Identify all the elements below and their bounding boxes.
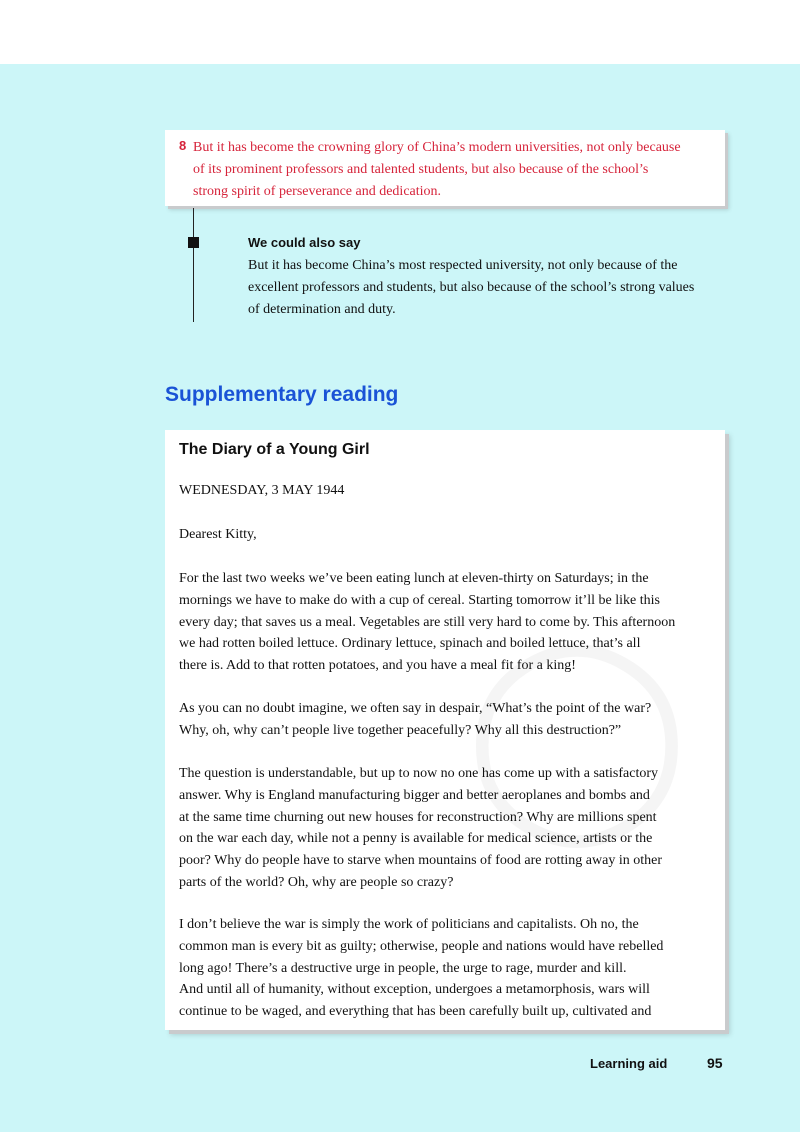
text-line: As you can no doubt imagine, we often say in despair, “What’s the point of the war? — [179, 701, 652, 716]
text-line: And until all of humanity, without exception, undergoes a metamorphosis, wars will — [179, 982, 650, 998]
also-say-heading: We could also say — [248, 235, 361, 250]
text-line: mornings we have to make do with a cup of cereal. Starting tomorrow it’ll be like this — [179, 592, 660, 608]
footer-label: Learning aid — [590, 1056, 668, 1071]
also-say-line: of determination and duty. — [248, 302, 396, 317]
reading-title: The Diary of a Young Girl — [179, 441, 370, 458]
diary-paragraph — [179, 698, 713, 742]
diary-date: WEDNESDAY, 3 MAY 1944 — [179, 483, 345, 498]
reading-box — [165, 430, 725, 1030]
text-line: poor? Why do people have to starve when mountains of food are rotting away in other — [179, 853, 662, 869]
bullet-square-icon — [188, 237, 199, 248]
text-line: long ago! There’s a destructive urge in people, the urge to rage, murder and kill. — [179, 960, 627, 976]
section-heading: Supplementary reading — [165, 383, 399, 406]
text-line: For the last two weeks we’ve been eating lunch at eleven-thirty on Saturdays; in the — [179, 571, 649, 586]
page-number: 95 — [707, 1055, 723, 1071]
note-line: strong spirit of perseverance and dedication. — [193, 184, 442, 199]
diary-paragraph — [179, 914, 713, 1023]
text-line: at the same time churning out new houses for reconstruction? Why are millions spent — [179, 809, 657, 825]
also-say-text — [248, 255, 726, 321]
text-line: Why, oh, why can’t people live together peacefully? Why all this destruction?” — [179, 722, 622, 738]
also-say-line: excellent professors and students, but also because of the school’s strong values — [248, 280, 695, 295]
diary-greeting: Dearest Kitty, — [179, 527, 257, 542]
text-line: there is. Add to that rotten potatoes, and you have a meal fit for a king! — [179, 658, 576, 674]
note-line: of its prominent professors and talented students, but also because of the school’s — [193, 162, 649, 177]
also-say-line: But it has become China’s most respected university, not only because of the — [248, 258, 678, 273]
text-line: on the war each day, while not a penny is available for medical science, artists or the — [179, 831, 653, 847]
note-box — [165, 130, 725, 206]
text-line: The question is understandable, but up to now no one has come up with a satisfactory — [179, 766, 659, 781]
diary-paragraph — [179, 568, 713, 677]
note-number: 8 — [179, 138, 187, 153]
text-line: answer. Why is England manufacturing bigger and better aeroplanes and bombs and — [179, 787, 650, 803]
text-line: continue to be waged, and everything that has been carefully built up, cultivated and — [179, 1004, 652, 1020]
note-line: But it has become the crowning glory of China’s modern universities, not only because — [193, 140, 681, 155]
text-line: we had rotten boiled lettuce. Ordinary lettuce, spinach and boiled lettuce, that’s all — [179, 636, 641, 652]
text-line: common man is every bit as guilty; otherwise, people and nations would have rebelled — [179, 938, 664, 954]
margin-line — [193, 208, 194, 322]
text-line: parts of the world? Oh, why are people so crazy? — [179, 874, 454, 890]
text-line: every day; that saves us a meal. Vegetables are still very hard to come by. This afternoon — [179, 614, 676, 630]
note-text — [193, 137, 713, 203]
diary-paragraph — [179, 763, 713, 894]
text-line: I don’t believe the war is simply the work of politicians and capitalists. Oh no, the — [179, 917, 639, 932]
